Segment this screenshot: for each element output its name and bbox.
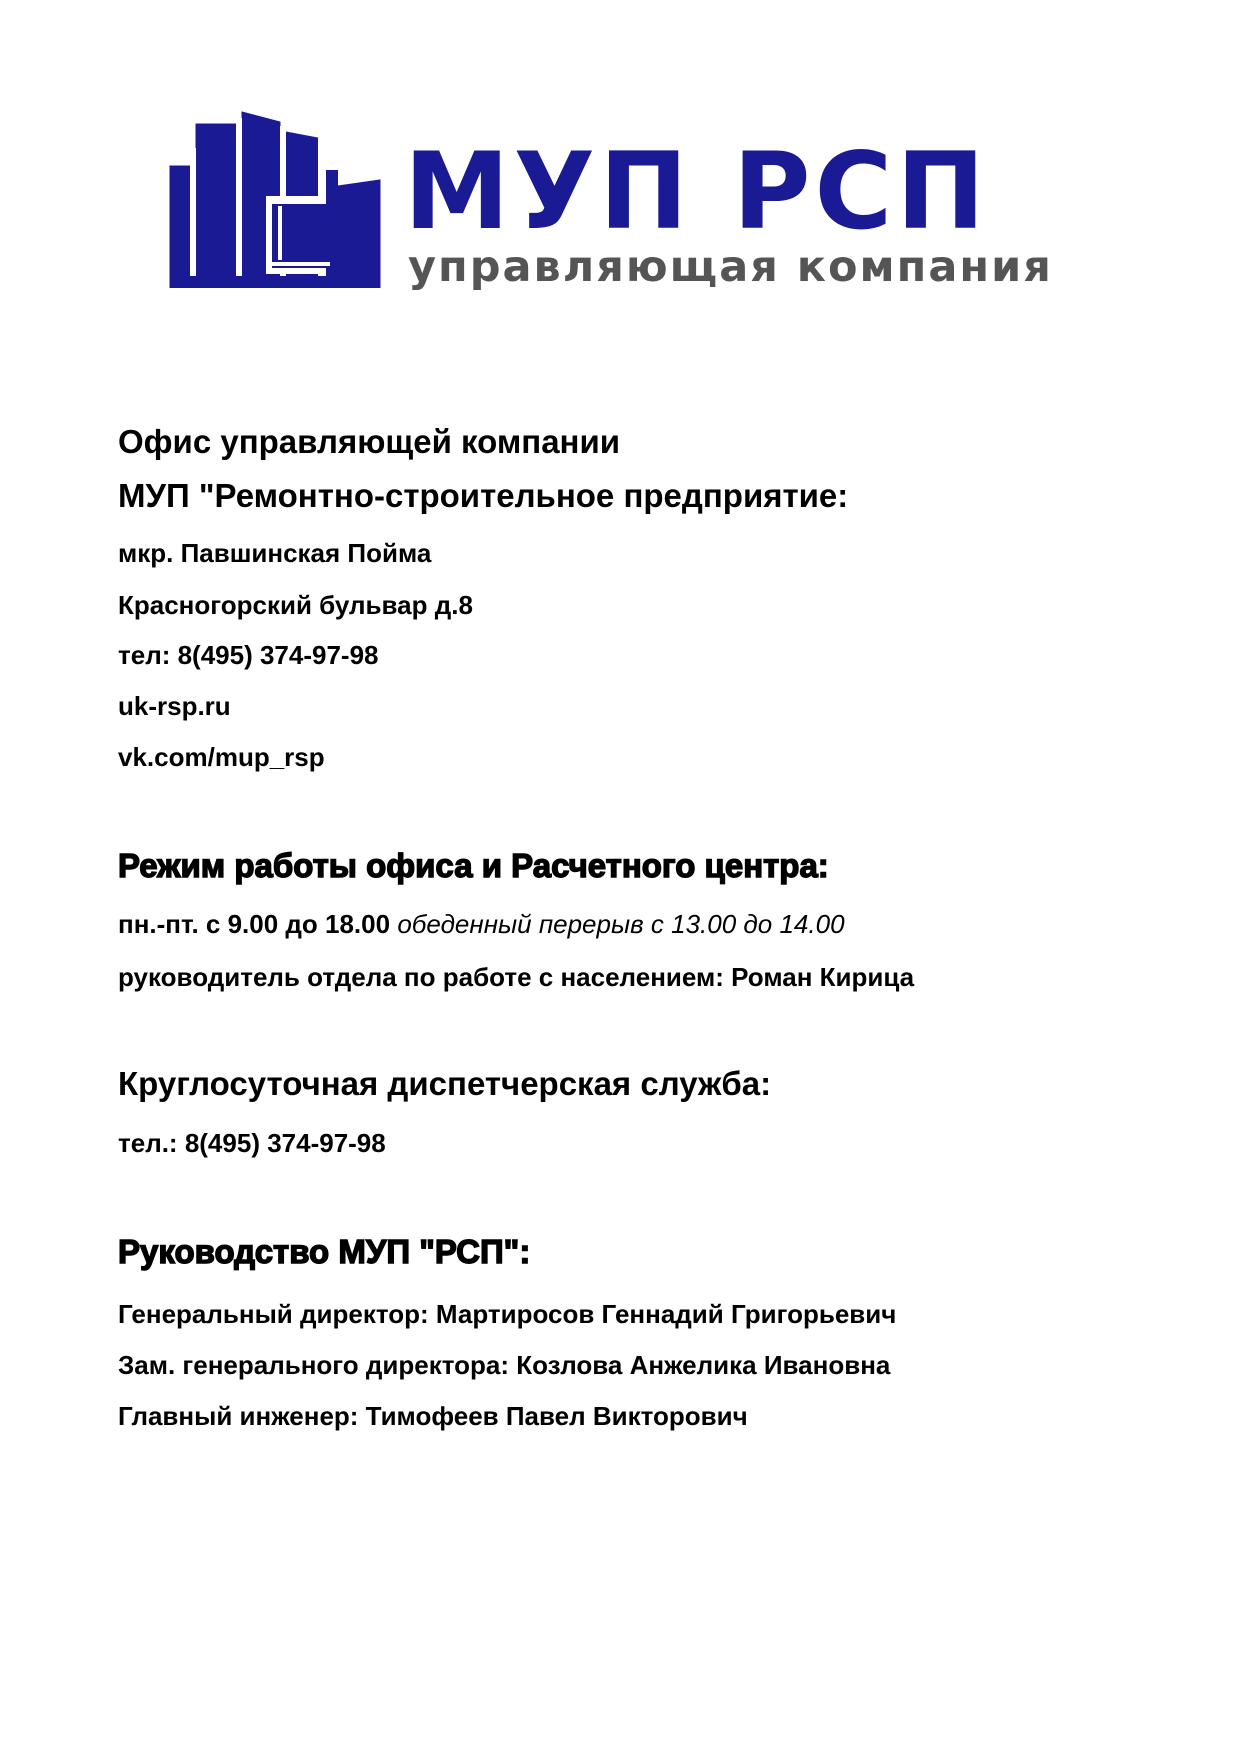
logo-title: МУП РСП — [404, 130, 990, 253]
schedule-manager: руководитель отдела по работе с населением: Роман Кирица — [118, 962, 915, 992]
schedule-hours-line — [118, 907, 845, 941]
office-website-link[interactable]: uk-rsp.ru — [118, 691, 231, 721]
management-person: Генеральный директор: Мартиросов Геннадий Григорьевич — [118, 1299, 897, 1329]
logo-subtitle: управляющая компания — [408, 242, 1053, 292]
office-heading: Офис управляющей компании — [118, 423, 621, 460]
office-social-link[interactable]: vk.com/mup_rsp — [118, 742, 325, 772]
schedule-hours: пн.-пт. с 9.00 до 18.00 — [118, 909, 391, 939]
company-logo — [168, 108, 1068, 304]
dispatch-phone: тел.: 8(495) 374-97-98 — [118, 1128, 386, 1158]
office-street: Красногорский бульвар д.8 — [118, 590, 473, 620]
buildings-logo-icon — [168, 108, 390, 288]
management-person: Зам. генерального директора: Козлова Анжелика Ивановна — [118, 1350, 891, 1380]
office-district: мкр. Павшинская Пойма — [118, 538, 432, 568]
schedule-break: обеденный перерыв с 13.00 до 14.00 — [397, 909, 845, 939]
office-company-name: МУП "Ремонтно-строительное предприятие: — [118, 477, 849, 514]
office-phone: тел: 8(495) 374-97-98 — [118, 640, 379, 670]
schedule-heading: Режим работы офиса и Расчетного центра: — [118, 847, 829, 884]
management-heading: Руководство МУП "РСП": — [118, 1233, 531, 1270]
dispatch-heading: Круглосуточная диспетчерская служба: — [118, 1065, 772, 1102]
management-person: Главный инженер: Тимофеев Павел Викторович — [118, 1401, 748, 1431]
